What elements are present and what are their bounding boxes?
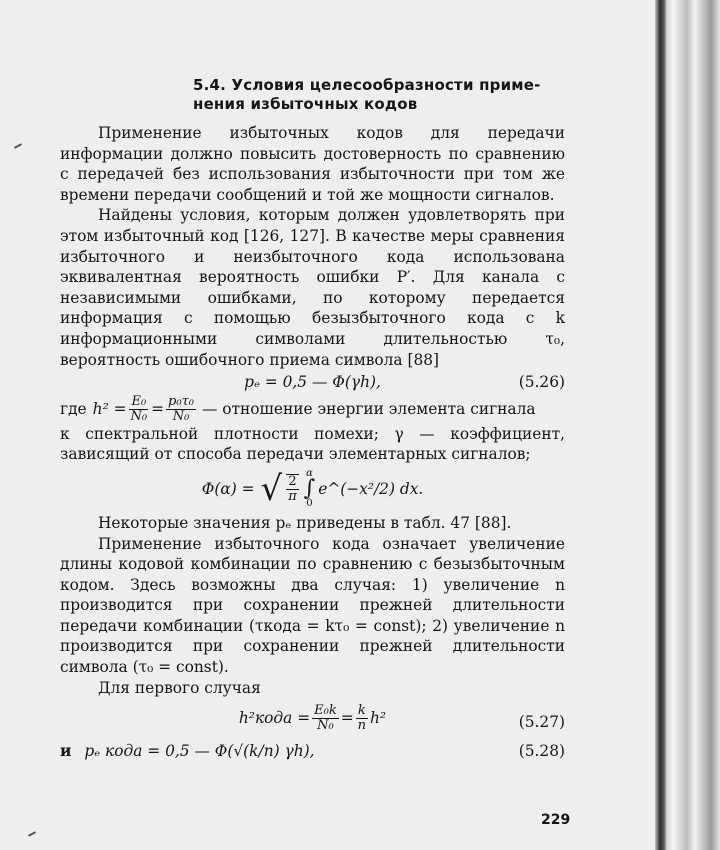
eq527-fraction-2-bottom: n xyxy=(357,718,367,734)
eq527-fraction-1 xyxy=(312,704,339,733)
h-definition-line xyxy=(60,395,565,424)
h-fraction-2 xyxy=(166,395,196,424)
book-spine xyxy=(655,0,720,850)
phi-radical-top: 2 xyxy=(288,473,297,489)
phi-integrand: e^(−x²/2) dx. xyxy=(318,479,424,498)
section-heading-line-1: 5.4. Условия целесообразности приме- xyxy=(193,76,541,94)
text-body xyxy=(60,76,565,764)
equation-5-27-number: (5.27) xyxy=(518,713,565,732)
page-number: 229 xyxy=(541,812,571,828)
h-fraction-2-top: p₀τ₀ xyxy=(168,393,194,409)
eq527-lhs: h²кода = xyxy=(238,709,311,728)
where-suffix: — отношение энергии элемента сигнала xyxy=(201,399,536,418)
integral-upper-limit: α xyxy=(306,467,313,479)
equation-5-26 xyxy=(60,372,565,393)
eq527-fraction-1-bottom: N₀ xyxy=(317,718,334,734)
integral xyxy=(304,469,315,509)
h-definition-lhs: h² = xyxy=(92,399,127,418)
section-heading-line-2: нения избыточных кодов xyxy=(193,95,418,113)
eq527-fraction-2 xyxy=(356,704,368,733)
section-heading xyxy=(193,76,565,114)
radical-icon: √ xyxy=(260,468,283,509)
eq527-fraction-2-top: k xyxy=(357,703,366,719)
where-prefix: где xyxy=(60,399,87,418)
integral-lower-limit: 0 xyxy=(306,497,313,509)
equation-5-28 xyxy=(60,741,565,762)
h-fraction-1-top: E₀ xyxy=(131,393,147,409)
paragraph-1: Применение избыточных кодов для передачи информации должно повысить достоверность по сравнению с передачей без использования избыточности при том же времени передачи сообщений и той же мощности сигналов. xyxy=(60,124,565,204)
paragraph-4: Некоторые значения pₑ приведены в табл. 47 [88]. xyxy=(98,513,512,532)
phi-lhs: Φ(α) = xyxy=(201,479,255,498)
phi-radical-fraction xyxy=(286,474,299,504)
h-fraction-2-bottom: N₀ xyxy=(172,408,190,424)
scan-speck xyxy=(28,831,36,837)
equation-5-26-body: pₑ = 0,5 — Φ(γh), xyxy=(244,373,381,392)
eq528-body: pₑ кода = 0,5 — Φ(√(k/n) γh), xyxy=(84,742,315,761)
paragraph-3: к спектральной плотности помехи; γ — коэффициент, зависящий от способа передачи элементарных сигналов; xyxy=(60,424,565,464)
equation-5-28-number: (5.28) xyxy=(518,742,565,761)
h-definition-equals: = xyxy=(151,399,165,418)
h-fraction-1 xyxy=(129,395,150,424)
paragraph-2: Найдены условия, которым должен удовлетворять при этом избыточный код [126, 127]. В качестве меры сравнения избыточного и неизбыточного кода использована эквивалентная вероятность ошибки P′. Для канала с независимыми ошибками, по которому передается информация с помощью безызбыточного кода с k информационными символами длительностью τ₀, вероятность ошибочного приема символа [88] xyxy=(60,206,565,369)
paragraph-5: Применение избыточного кода означает увеличение длины кодовой комбинации по сравнению с безызбыточным кодом. Здесь возможны два случая: 1) увеличение n производится при сохранении прежней длительности передачи комбинации (τкода = kτ₀ = const); 2) увеличение n производится при сохранении прежней длительности символа (τ₀ = const). xyxy=(60,534,565,677)
h-fraction-1-bottom: N₀ xyxy=(130,408,148,424)
eq527-rhs: h² xyxy=(370,709,387,728)
phi-radical-bottom: π xyxy=(288,488,297,504)
equation-5-26-number: (5.26) xyxy=(518,373,565,392)
paragraph-6: Для первого случая xyxy=(98,678,261,697)
eq527-equals: = xyxy=(340,709,354,728)
equation-5-27 xyxy=(60,704,565,733)
scan-speck xyxy=(14,143,22,149)
equation-phi xyxy=(60,469,565,509)
eq527-fraction-1-top: E₀k xyxy=(314,703,337,719)
eq528-prefix: и xyxy=(60,742,72,761)
integral-sign: ∫ xyxy=(303,475,316,501)
